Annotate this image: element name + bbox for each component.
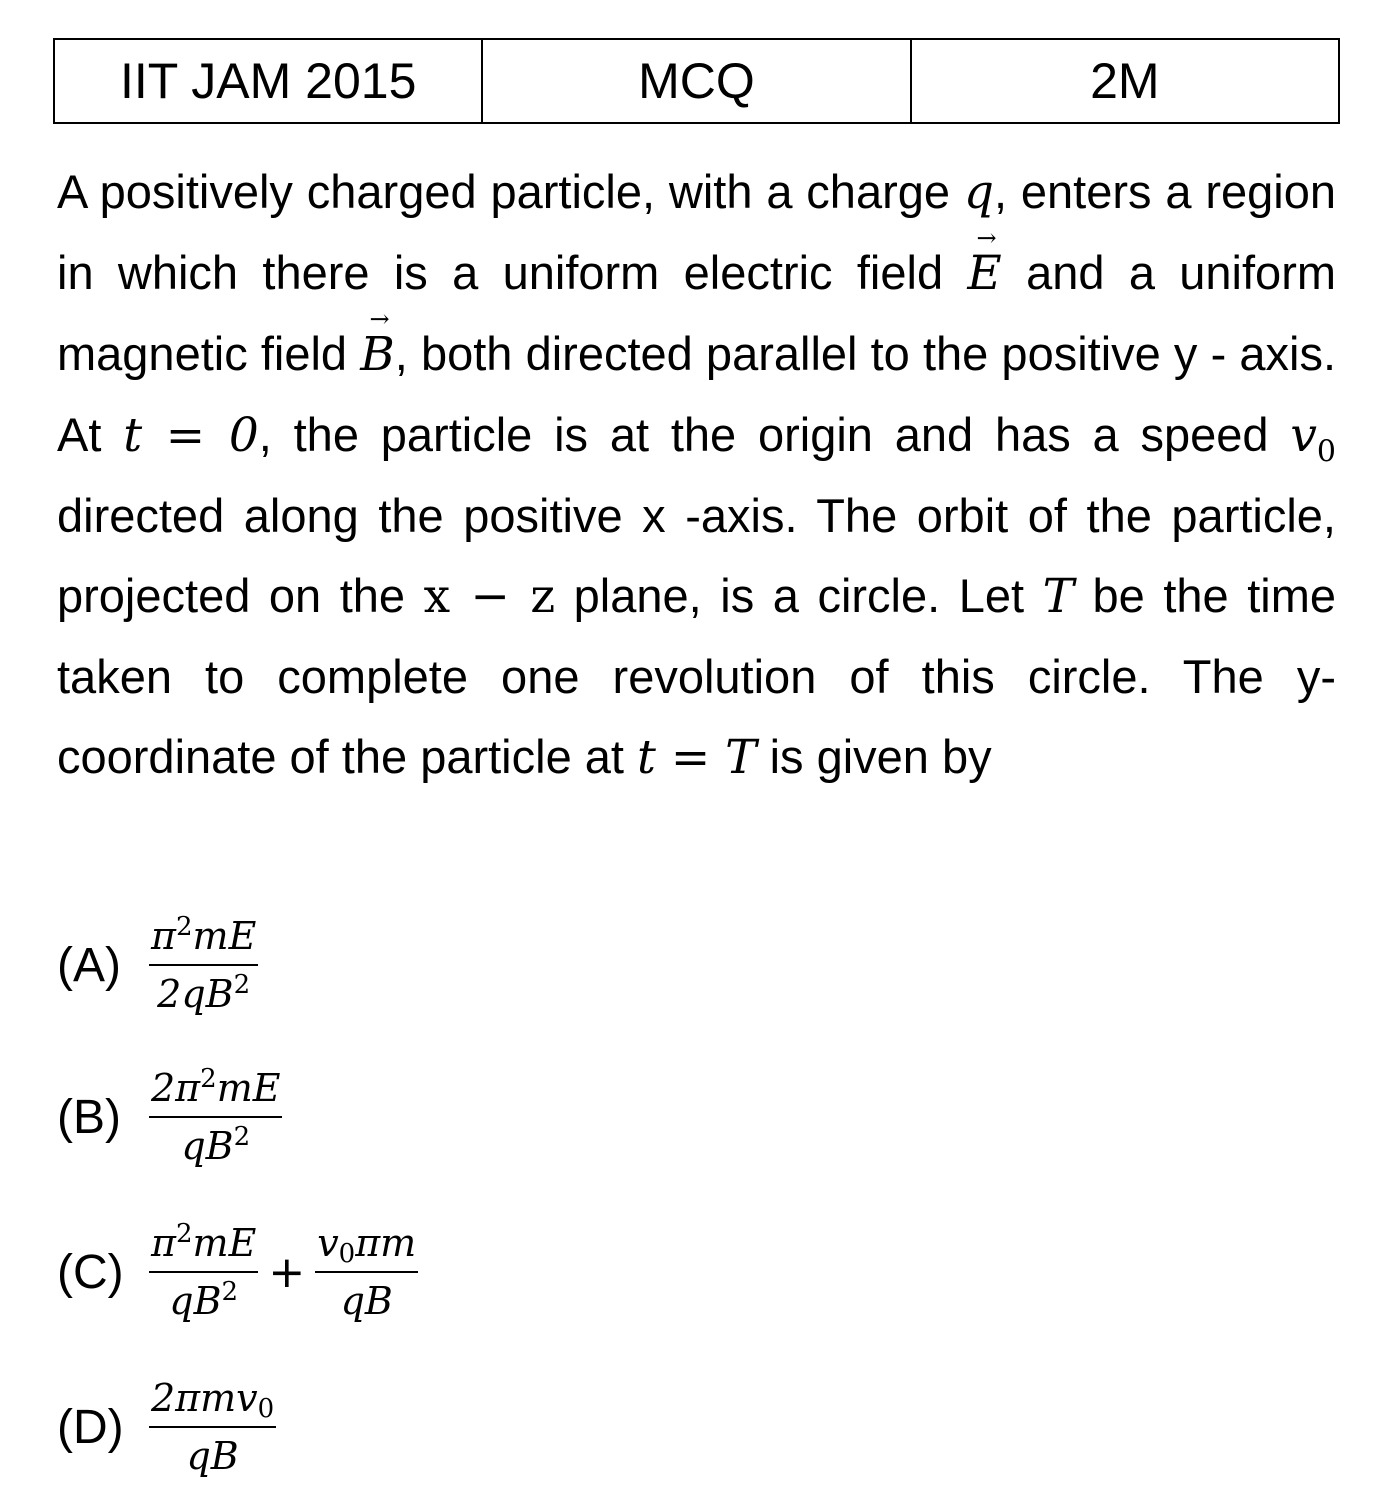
marks-cell: 2M: [911, 39, 1339, 123]
question-header-table: [53, 38, 1340, 124]
period-symbol: T: [1042, 569, 1074, 624]
magnetic-field-vector: → B: [360, 305, 395, 382]
vector-arrow-icon: →: [369, 305, 390, 333]
option-c-fraction-1: $\frac{\pi^2mE}{qB^2}$: [151, 1219, 257, 1323]
option-label: (B): [57, 1090, 121, 1144]
exam-name-cell: IIT JAM 2015: [54, 39, 482, 123]
option-d[interactable]: [57, 1367, 276, 1487]
plus-sign: +: [268, 1246, 306, 1298]
question-type-cell: MCQ: [482, 39, 910, 123]
option-b[interactable]: [57, 1057, 282, 1177]
option-c[interactable]: [57, 1212, 418, 1332]
vector-arrow-icon: →: [976, 224, 997, 252]
final-time-expression: t = T: [637, 730, 757, 785]
electric-field-vector: → E: [967, 224, 1002, 301]
speed-symbol: v: [1290, 408, 1317, 463]
speed-subscript: 0: [1316, 434, 1336, 470]
option-c-fraction-2: $\frac{v_0\pi m}{qB}$: [317, 1221, 417, 1323]
option-d-fraction: $\frac{2\pi mv_0}{qB}$: [151, 1376, 275, 1478]
initial-time-expression: t = 0: [123, 408, 259, 463]
question-text: A positively charged particle, with a charge q, enters a region in which there is a uniform electric field → E and a uniform magnetic field → B, both directed parallel to the positive y - axis. At t = 0, the particle is at the origin and has a speed $v_0$ directed along the positive x -axis. The orbit of the particle, projected on the x − z plane, is a circle. Let T be the time taken to complete one revolution of this circle. The y-coordinate of the particle at t = T is given by: [57, 165, 1337, 785]
option-a-fraction: $\frac{\pi^2mE}{2qB^2}$: [151, 912, 257, 1016]
option-label: (D): [57, 1400, 124, 1454]
xz-plane-expression: x − z: [423, 569, 556, 624]
option-label: (A): [57, 938, 121, 992]
option-label: (C): [57, 1245, 124, 1299]
option-a[interactable]: [57, 905, 258, 1025]
charge-symbol: q: [963, 165, 994, 220]
option-b-fraction: $\frac{2\pi^2mE}{qB^2}$: [151, 1064, 281, 1168]
